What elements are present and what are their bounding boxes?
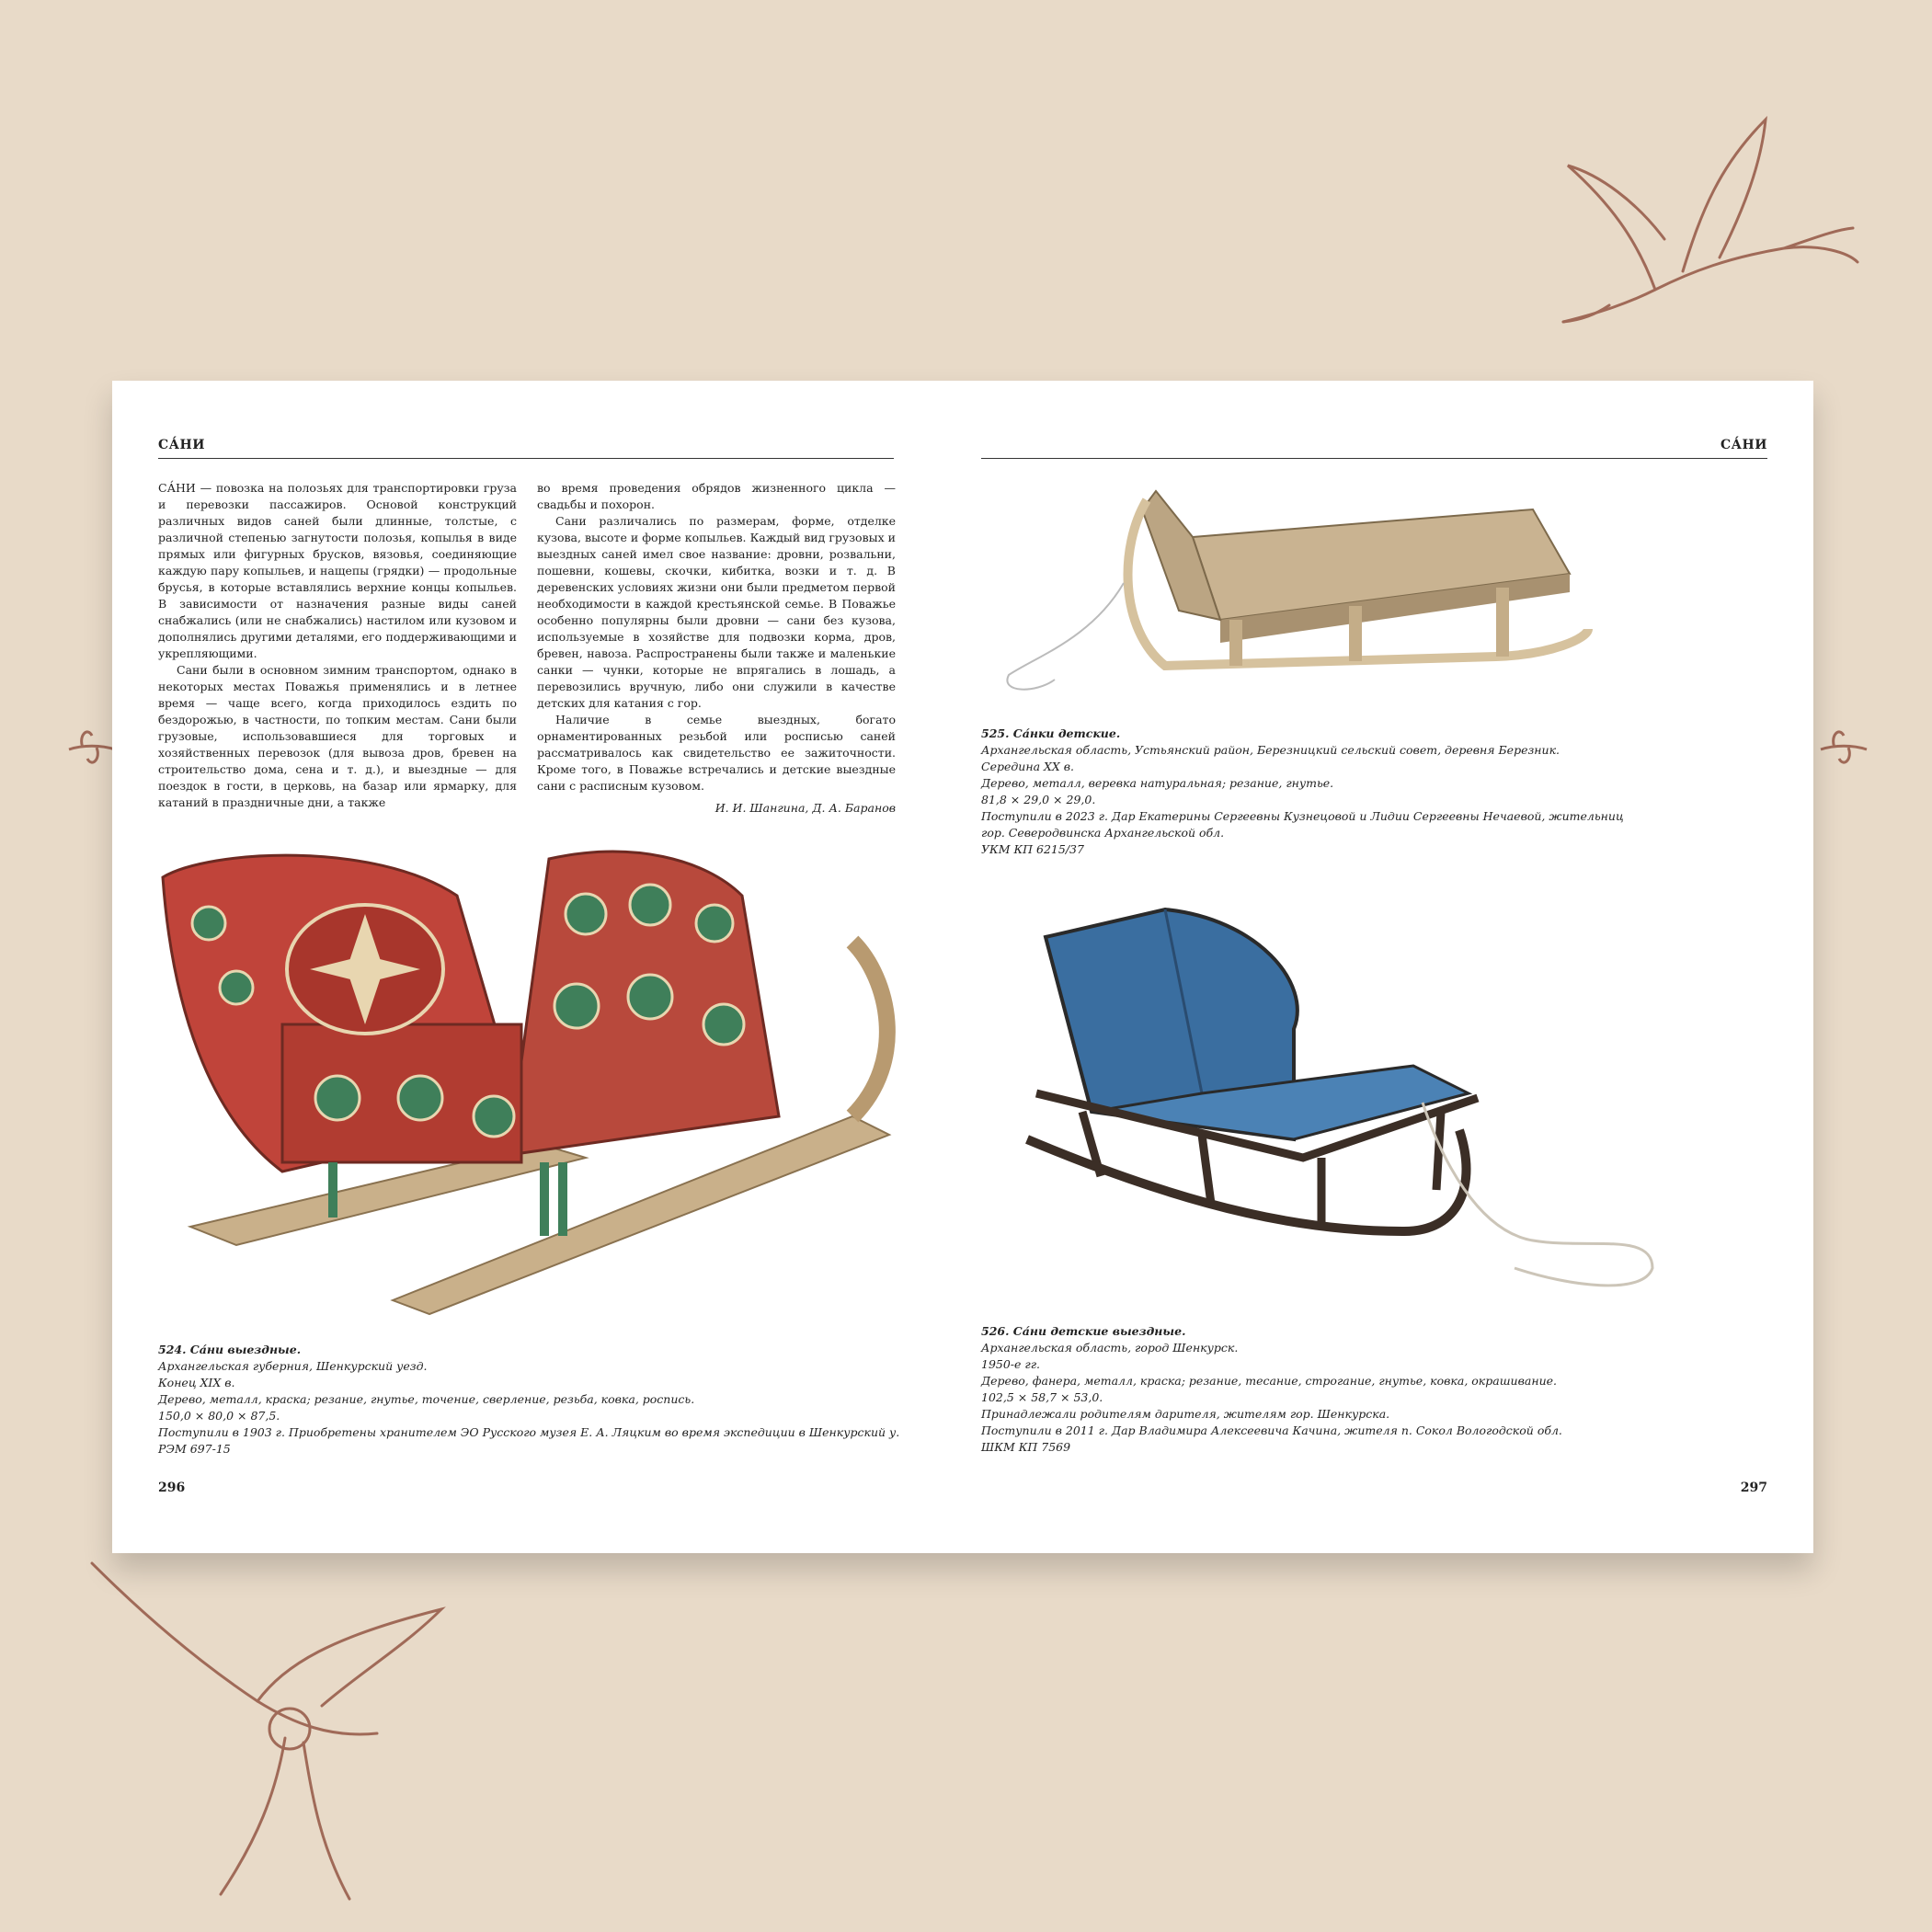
caption-line: ШКМ КП 7569 bbox=[981, 1440, 1071, 1454]
caption-line: Архангельская губерния, Шенкурский уезд. bbox=[158, 1359, 428, 1373]
caption-title: 524. Са́ни выездные. bbox=[158, 1343, 302, 1356]
sprig-ornament-left bbox=[64, 717, 120, 782]
blue-child-sleigh-photo bbox=[1018, 882, 1680, 1314]
caption-line: Архангельская область, город Шенкурск. bbox=[981, 1341, 1239, 1355]
swallow-illustration-top-right bbox=[1545, 101, 1867, 340]
caption-line: 1950-е гг. bbox=[981, 1357, 1041, 1371]
right-page bbox=[963, 381, 1813, 1553]
caption-line: УКМ КП 6215/37 bbox=[981, 842, 1084, 856]
caption-line: РЭМ 697-15 bbox=[158, 1442, 231, 1456]
page-number-right: 297 bbox=[1740, 1480, 1767, 1495]
caption-line: Принадлежали родителям дарителя, жителям гор. Шенкурска. bbox=[981, 1407, 1390, 1421]
book-spread bbox=[112, 381, 1813, 1553]
paragraph: Сани различались по размерам, форме, отделке кузова, высоте и форме копыльев. Каждый вид грузовых и выездных саней имел свое название: дровни, розвальни, пошевни, кошевы, скочки, кибитка, возки и т. д. В деревенских условиях жизни они были предметом первой необходимости в каждой крестьянской семье. В Поважье особенно популярны были дровни — сани без кузова, используемые в хозяйстве для подвозки корма, дров, бревен, навоза. Распространены были также и маленькие санки — чунки, которые не впрягались в лошадь, а перевозились вручную, либо они служили в качестве детских для катания с гор. bbox=[537, 514, 896, 710]
header-rule bbox=[981, 458, 1767, 459]
paragraph: Наличие в семье выездных, богато орнаментированных резьбой или росписью саней рассматривалось как свидетельство ее зажиточности. Кроме того, в Поважье встречались и детские выездные сани с расписным кузовом. bbox=[537, 713, 896, 793]
paragraph: во время проведения обрядов жизненного цикла — свадьбы и похорон. bbox=[537, 481, 896, 511]
caption-line: гор. Северодвинска Архангельской обл. bbox=[981, 826, 1225, 840]
painted-sleigh-photo bbox=[154, 840, 917, 1328]
running-head-left: СА́НИ bbox=[158, 438, 205, 452]
caption-line: 150,0 × 80,0 × 87,5. bbox=[158, 1409, 280, 1423]
paragraph: СА́НИ — повозка на полозьях для транспортировки груза и перевозки пассажиров. Основой конструкций различных видов саней были длинные, толстые, с различной степенью загнутости полозья, копылья в виде прямых или фигурных брусков, вязовья, соединяющие каждую пару копыльев, и нащепы (грядки) — продольные брусья, в которые вставлялись верхние концы копыльев. В зависимости от назначения разные виды саней снабжались (или не снабжались) настилом или кузовом и дополнялись другими деталями, его поддерживающими и укрепляющими. bbox=[158, 481, 517, 660]
author-credit: И. И. Шангина, Д. А. Баранов bbox=[714, 801, 896, 815]
text-column-2 bbox=[537, 480, 896, 817]
running-head-right: СА́НИ bbox=[1721, 438, 1767, 452]
caption-title: 526. Са́ни детские выездные. bbox=[981, 1324, 1186, 1338]
caption-line: Дерево, металл, веревка натуральная; резание, гнутье. bbox=[981, 776, 1334, 790]
text-column-1 bbox=[158, 480, 517, 811]
caption-line: Дерево, фанера, металл, краска; резание, тесание, строгание, гнутье, ковка, окрашивание. bbox=[981, 1374, 1557, 1388]
caption-526 bbox=[981, 1323, 1763, 1456]
header-rule bbox=[158, 458, 894, 459]
paragraph: Сани были в основном зимним транспортом, однако в некоторых местах Поважья применялись и в летнее время — чаще всего, когда приходилось ездить по бездорожью, в частности, по топким местам. Сани были грузовые, использовавшиеся для торговых и хозяйственных перевозок (для вывоза дров, бревен на строительство дома, сена и т. д.), и выездные — для поездок в гости, в церковь, на базар или ярмарку, для катаний в праздничные дни, а также bbox=[158, 663, 517, 809]
wooden-child-sled-photo bbox=[981, 473, 1625, 730]
caption-524 bbox=[158, 1342, 912, 1458]
left-page bbox=[112, 381, 963, 1553]
caption-line: Архангельская область, Устьянский район, Березницкий сельский совет, деревня Березник. bbox=[981, 743, 1560, 757]
caption-line: 102,5 × 58,7 × 53,0. bbox=[981, 1390, 1103, 1404]
caption-line: Дерево, металл, краска; резание, гнутье, точение, сверление, резьба, ковка, роспись. bbox=[158, 1392, 695, 1406]
caption-line: Поступили в 2023 г. Дар Екатерины Сергеевны Кузнецовой и Лидии Сергеевны Нечаевой, жительниц bbox=[981, 809, 1624, 823]
caption-line: Конец XIX в. bbox=[158, 1376, 235, 1389]
swallow-illustration-bottom-left bbox=[74, 1545, 497, 1913]
caption-line: Поступили в 2011 г. Дар Владимира Алексеевича Качина, жителя п. Сокол Вологодской обл. bbox=[981, 1423, 1562, 1437]
caption-title: 525. Са́нки детские. bbox=[981, 726, 1121, 740]
caption-line: 81,8 × 29,0 × 29,0. bbox=[981, 793, 1096, 806]
caption-line: Середина XX в. bbox=[981, 760, 1075, 773]
caption-line: Поступили в 1903 г. Приобретены хранителем ЭО Русского музея Е. А. Ляцким во время экспедиции в Шенкурский у. bbox=[158, 1425, 900, 1439]
page-number-left: 296 bbox=[158, 1480, 186, 1495]
sprig-ornament-right bbox=[1816, 717, 1871, 782]
caption-525 bbox=[981, 726, 1763, 858]
